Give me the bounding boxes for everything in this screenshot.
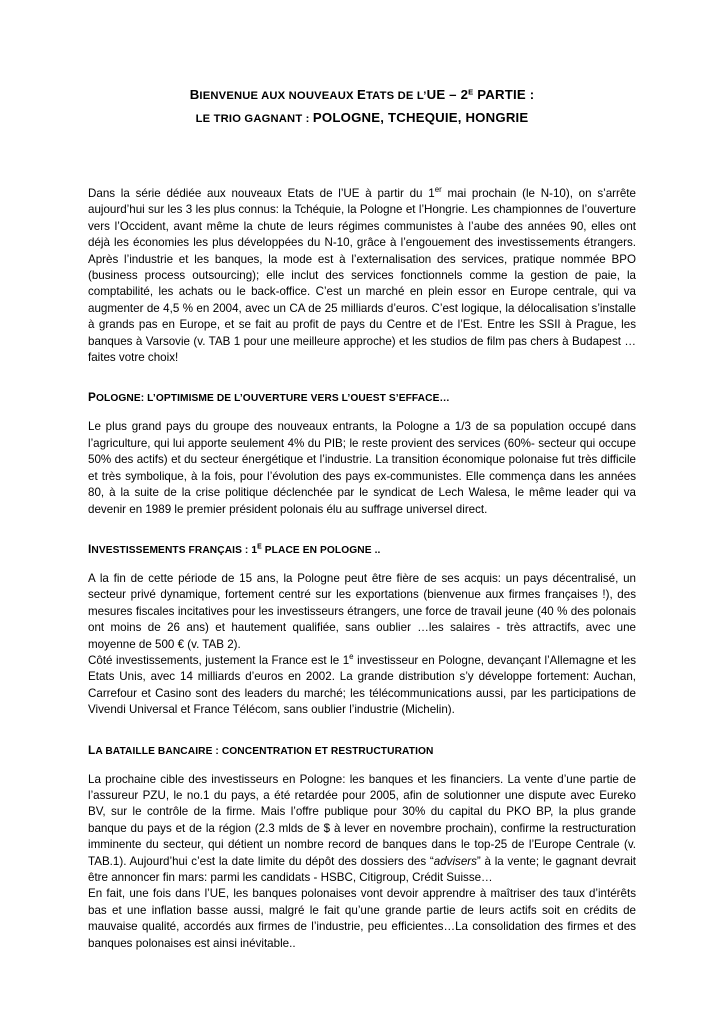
title-line-2-part-b: POLOGNE, TCHEQUIE, HONGRIE: [312, 110, 529, 125]
intro-paragraph: Dans la série dédiée aux nouveaux Etats de l’UE à partir du 1er mai prochain (le N-10), on s’arrête aujourd’hui sur les 3 les plus connus: la Tchéquie, la Pologne et l’Hongrie. Les championnes de l’ouverture vers l’Occident, avant même la chute de leurs régimes communistes à l’aube des années 90, elles ont déjà les économies les plus développées du N-10, grâce à l’engouement des investissements étrangers. Après l’industrie et les banques, la mode est à l’externalisation des services, pratique nommée BPO (business process outsourcing); elle inclut des services fonctionnels comme la gestion de paie, la comptabilité, les achats ou le back-office. C’est un marché en plein essor en Europe centrale, qui va augmenter de 4,5 % en 2004, avec un CA de 25 milliards d’euros. C’est logique, la délocalisation s’installe à grands pas en Europe, et se fait au profit de pays du Centre et de l’Est. Entre les SSII à Prague, les banques à Varsovie (v. TAB 1 pour une meilleure approche) et les studios de film pas chers à Budapest … faites votre choix!: [88, 185, 636, 365]
title-line-1: [88, 84, 636, 107]
bataille-bancaire-paragraph-2: En fait, une fois dans l’UE, les banques polonaises vont devoir apprendre à maîtriser des taux d’intérêts bas et une inflation basse aussi, malgré le fait qu’une grande partie de leurs actifs soit en crédits de mauvaise qualité, accordés aux firmes de l’industrie, peu efficientes…La consolidation des firmes et des banques polonaises est ainsi inévitable..: [88, 887, 636, 950]
document-title: [88, 84, 636, 130]
bataille-bancaire-paragraph-1: La prochaine cible des investisseurs en Pologne: les banques et les financiers. La vente d’une partie de l’assureur PZU, le no.1 du pays, a été retardée pour 2005, afin de solutionner une dispute avec Eureko BV, sur le contrôle de la firme. Mais l’offre publique pour 30% du capital du PKO BP, la plus grande banque du pays et de la région (2.3 mlds de $ à lever en novembre prochain), confirme la restructuration imminente du secteur, qui détient un nombre record de banques dans le top-25 de l’Europe Centrale (v. TAB.1). Aujourd’hui c’est la date limite du dépôt des dossiers des “advisers” à la vente; le gagnant devrait être annoncer fin mars: parmi les candidats - HSBC, Citigroup, Crédit Suisse…: [88, 772, 636, 884]
section-heading-investissements-text: INVESTISSEMENTS FRANÇAIS : $1^E$ PLACE EN POLOGNE ..: [88, 541, 381, 556]
title-line-1-part-f: UE – 2: [426, 87, 469, 102]
investissements-paragraph-2: Côté investissements, justement la France est le 1e investisseur en Pologne, devançant l’Allemagne et les Etats Unis, avec 14 milliards d’euros en 2002. La grande distribution s’y développe fortement: Auchan, Carrefour et Casino sont des leaders du marché; les télécommunications aussi, par les participations de Vivendi Universal et France Télécom, sans oublier l’industrie (Michelin).: [88, 652, 636, 717]
investissements-paragraph-1: A la fin de cette période de 15 ans, la Pologne peut être fière de ses acquis: un pays décentralisé, un secteur privé dynamique, fortement centré sur les exportations (bienvenue aux firmes françaises !), des mesures fiscales incitatives pour les investisseurs étrangers, une force de travail jeune (40 % des polonais ont moins de 26 ans) et hautement qualifiée, sans oublier …les salaires - très attractifs, avec une moyenne de 500 € (v. TAB 2).: [88, 571, 636, 651]
title-line-1-part-b: IENVENUE AUX NOUVEAUX: [199, 90, 357, 102]
section-heading-pologne: [88, 390, 636, 406]
title-line-1-part-d: TATS DE L: [365, 90, 424, 102]
section-heading-pologne-text: POLOGNE: L’OPTIMISME DE L’OUVERTURE VERS L’OUEST S’EFFACE…: [88, 390, 450, 405]
title-line-2: [88, 107, 636, 130]
section-heading-bataille-bancaire: [88, 743, 636, 759]
section-heading-bataille-bancaire-text: LA BATAILLE BANCAIRE : CONCENTRATION ET RESTRUCTURATION: [88, 742, 434, 757]
title-line-1-part-a: B: [189, 87, 200, 102]
section-heading-investissements: [88, 542, 636, 558]
title-line-1-part-c: E: [356, 87, 366, 102]
title-line-1-superscript: E: [468, 87, 474, 97]
pologne-paragraph-1: Le plus grand pays du groupe des nouveaux entrants, la Pologne a 1/3 de sa population occupé dans l’agriculture, qui lui apporte seulement 4% du PIB; le reste provient des services (60%- secteur qui occupe 50% des actifs) et du secteur énergétique et l’industrie. La transition économique polonaise fut très difficile et très symbolique, à la fois, pour l’évolution des pays ex-communistes. Elle commença dans les années 80, à la suite de la crise politique déclenchée par le syndicat de Lech Walesa, le même leader qui va devenir en 1989 le premier président polonais élu au suffrage universel direct.: [88, 420, 636, 516]
title-line-1-part-g: PARTIE :: [473, 87, 535, 102]
title-line-2-part-a: LE TRIO GAGNANT :: [195, 113, 313, 125]
title-line-1-apostrophe: ’: [423, 90, 427, 102]
